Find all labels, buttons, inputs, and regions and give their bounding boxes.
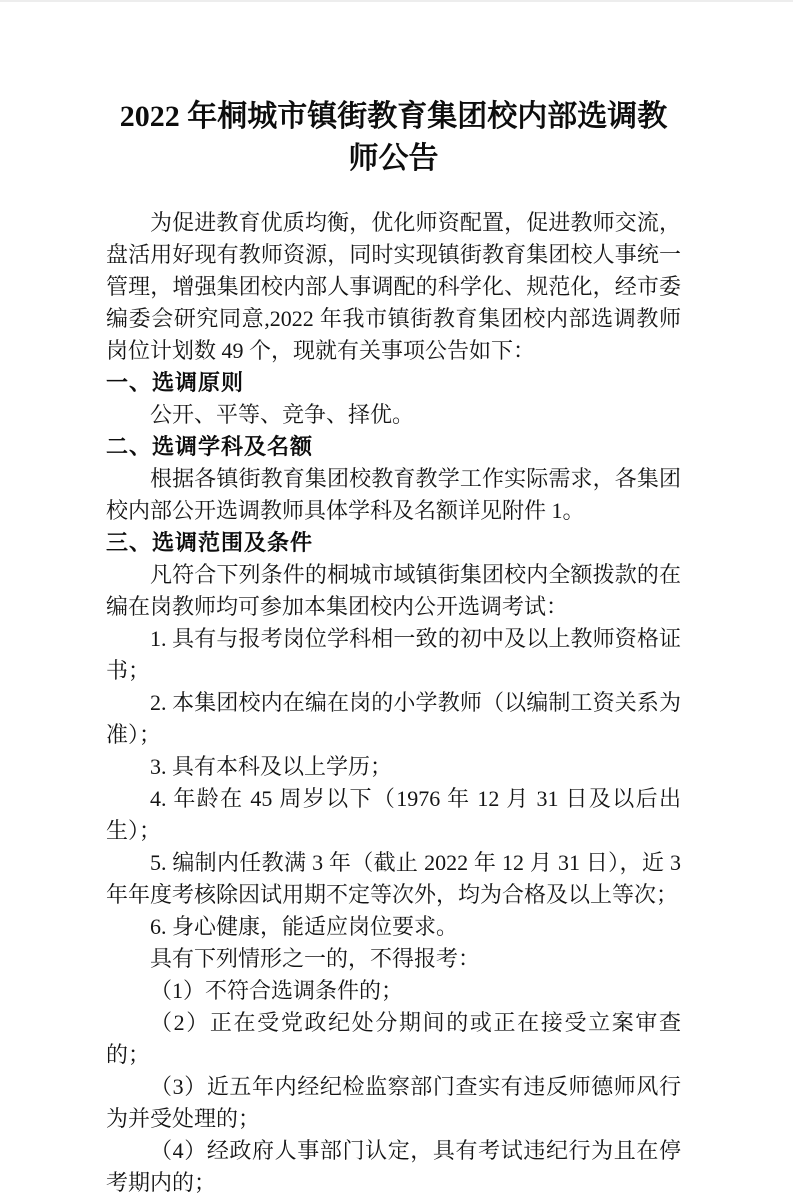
disqualification-item-1: （1）不符合选调条件的； — [150, 978, 404, 1003]
paragraph-subjects-quota: 根据各镇街教育集团校教育教学工作实际需求，各集团校内部公开选调教师具体学科及名额详见附件 1。 — [106, 466, 681, 523]
condition-item-1: 1. 具有与报考岗位学科相一致的初中及以上教师资格证书； — [106, 626, 681, 683]
paragraph-scope-intro: 凡符合下列条件的桐城市域镇街集团校内全额拨款的在编在岗教师均可参加本集团校内公开选调考试： — [106, 562, 681, 619]
condition-item-6: 6. 身心健康，能适应岗位要求。 — [150, 914, 459, 939]
paragraph-disqualification-intro: 具有下列情形之一的，不得报考： — [150, 946, 481, 971]
condition-item-2: 2. 本集团校内在编在岗的小学教师（以编制工资关系为准）； — [106, 690, 681, 747]
condition-item-3: 3. 具有本科及以上学历； — [150, 754, 393, 779]
paragraph-principles: 公开、平等、竞争、择优。 — [150, 402, 415, 427]
section-heading-scope-conditions: 三、选调范围及条件 — [106, 530, 314, 555]
condition-item-5: 5. 编制内任教满 3 年（截止 2022 年 12 月 31 日），近 3 年年度考核除因试用期不定等次外，均为合格及以上等次； — [106, 850, 681, 907]
document-title: 2022 年桐城市镇街教育集团校内部选调教师公告 — [119, 100, 668, 175]
section-heading-subjects-quota: 二、选调学科及名额 — [106, 434, 314, 459]
condition-item-4: 4. 年龄在 45 周岁以下（1976 年 12 月 31 日及以后出生）； — [106, 786, 681, 843]
disqualification-item-2: （2）正在受党政纪处分期间的或正在接受立案审查的； — [106, 1010, 681, 1067]
paragraph-intro: 为促进教育优质均衡，优化师资配置，促进教师交流，盘活用好现有教师资源，同时实现镇街教育集团校人事统一管理，增强集团校内部人事调配的科学化、规范化，经市委编委会研究同意,2022 年我市镇街教育集团校内部选调教师岗位计划数 49 个，现就有关事项公告如下： — [106, 210, 681, 363]
disqualification-item-3: （3）近五年内经纪检监察部门查实有违反师德师风行为并受处理的； — [106, 1074, 681, 1131]
disqualification-item-4: （4）经政府人事部门认定，具有考试违纪行为且在停考期内的； — [106, 1138, 681, 1195]
section-heading-principles: 一、选调原则 — [106, 370, 245, 395]
